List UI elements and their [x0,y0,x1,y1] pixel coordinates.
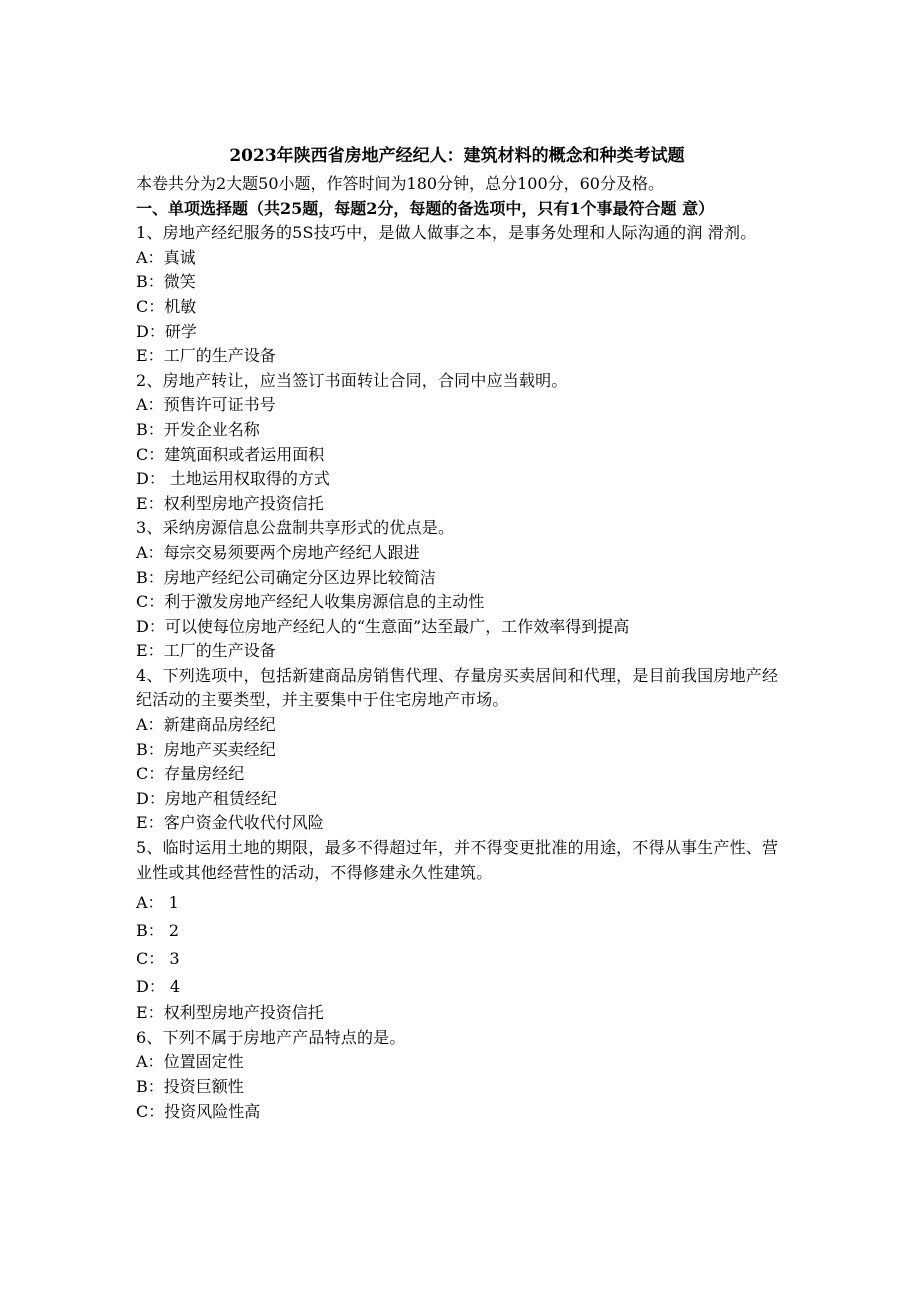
section-heading: 一、单项选择题（共25题，每题2分，每题的备选项中，只有1个事最符合题 意） [136,198,715,218]
option-item [136,295,786,320]
option-item [136,713,786,738]
option-text: 权利型房地产投资信托 [163,493,324,513]
option-letter: C： [136,1101,165,1121]
option-item [136,945,786,973]
option-text: 1 [163,893,179,913]
option-letter: C： [136,764,165,784]
option-text: 房地产买卖经纪 [163,739,276,759]
option-item [136,393,786,418]
option-text: 位置固定性 [163,1052,244,1072]
option-item [136,1100,786,1125]
option-item [136,492,786,517]
option-letter: D： [136,616,165,636]
option-letter: D： [136,469,165,489]
option-letter: B： [136,739,164,759]
option-text: 2 [163,921,180,941]
option-item [136,270,786,295]
question-stem: 2、房地产转让，应当签订书面转让合同，合同中应当载明。 [136,370,568,390]
option-text: 利于激发房地产经纪人收集房源信息的主动性 [164,592,485,612]
option-text: 4 [164,977,181,997]
option-text: 存量房经纪 [164,764,245,784]
option-letter: E： [136,346,164,366]
option-letter: A： [136,247,164,267]
option-letter: A： [136,1052,164,1072]
option-text: 工厂的生产设备 [163,346,276,366]
option-letter: B： [136,567,164,587]
option-letter: B： [136,419,164,439]
option-letter: E： [136,813,164,833]
option-letter: B： [136,272,164,292]
option-letter: B： [136,921,164,941]
option-text: 投资巨额性 [163,1077,244,1096]
document-title: 2023年陕西省房地产经纪人：建筑材料的概念和种类考试题 [229,146,685,166]
option-text: 土地运用权取得的方式 [164,469,330,489]
option-item [136,590,786,615]
option-letter: D： [136,977,165,997]
option-text: 预售许可证书号 [163,395,276,415]
option-text: 开发企业名称 [163,419,260,439]
option-text: 微笑 [163,272,196,292]
option-item [136,762,786,787]
option-text: 房地产租赁经纪 [164,788,277,808]
option-text: 权利型房地产投资信托 [163,1003,324,1023]
question-stem: 3、采纳房源信息公盘制共享形式的优点是。 [136,518,455,538]
option-item [136,418,786,443]
option-text: 研学 [164,321,197,341]
option-item [136,811,786,836]
option-item [136,1001,786,1026]
option-item [136,917,786,945]
option-item [136,639,786,664]
option-letter: E： [136,493,164,513]
option-item [136,443,786,468]
option-letter: C： [136,444,165,464]
option-letter: D： [136,321,165,341]
option-item [136,246,786,271]
option-item [136,320,786,345]
question-stem: 6、下列不属于房地产产品特点的是。 [136,1027,406,1047]
option-text: 可以使每位房地产经纪人的“生意面”达至最广，工作效率得到提高 [164,616,630,636]
option-letter: C： [136,949,165,969]
option-item [136,973,786,1001]
option-text: 真诚 [163,247,196,267]
option-letter: C： [136,592,165,612]
option-text: 新建商品房经纪 [163,715,276,735]
option-text: 建筑面积或者运用面积 [164,444,325,464]
option-letter: C： [136,296,165,316]
option-letter: A： [136,893,164,913]
option-item [136,738,786,763]
option-item [136,541,786,566]
option-letter: E： [136,1003,164,1023]
exam-intro: 本卷共分为2大题50小题，作答时间为180分钟，总分100分，60分及格。 [136,174,664,193]
option-text: 房地产经纪公司确定分区边界比较简洁 [163,567,436,587]
option-letter: A： [136,542,164,562]
question-stem: 1、房地产经纪服务的5S技巧中，是做人做事之本，是事务处理和人际沟通的润 滑剂。 [136,223,757,243]
option-item [136,787,786,812]
option-item [136,566,786,591]
option-item [136,889,786,917]
option-text: 3 [164,949,180,969]
option-item [136,615,786,640]
option-item [136,1050,786,1075]
option-text: 机敏 [164,296,197,316]
option-letter: B： [136,1077,164,1096]
option-item [136,344,786,369]
option-text: 工厂的生产设备 [163,641,276,661]
option-letter: E： [136,641,164,661]
document-page [136,144,786,1124]
question-stem: 5、临时运用土地的期限，最多不得超过年，并不得变更批准的用途，不得从事生产性、营业性或其他经营性的活动，不得修建永久性建筑。 [136,838,779,882]
option-text: 客户资金代收代付风险 [163,813,324,833]
option-text: 每宗交易须要两个房地产经纪人跟进 [163,542,420,562]
question-stem: 4、下列选项中，包括新建商品房销售代理、存量房买卖居间和代理，是目前我国房地产经纪活动的主要类型，并主要集中于住宅房地产市场。 [136,665,779,710]
option-item [136,467,786,492]
option-letter: D： [136,788,165,808]
option-letter: A： [136,715,164,735]
option-text: 投资风险性高 [164,1101,261,1121]
option-item [136,1075,786,1100]
option-letter: A： [136,395,164,415]
